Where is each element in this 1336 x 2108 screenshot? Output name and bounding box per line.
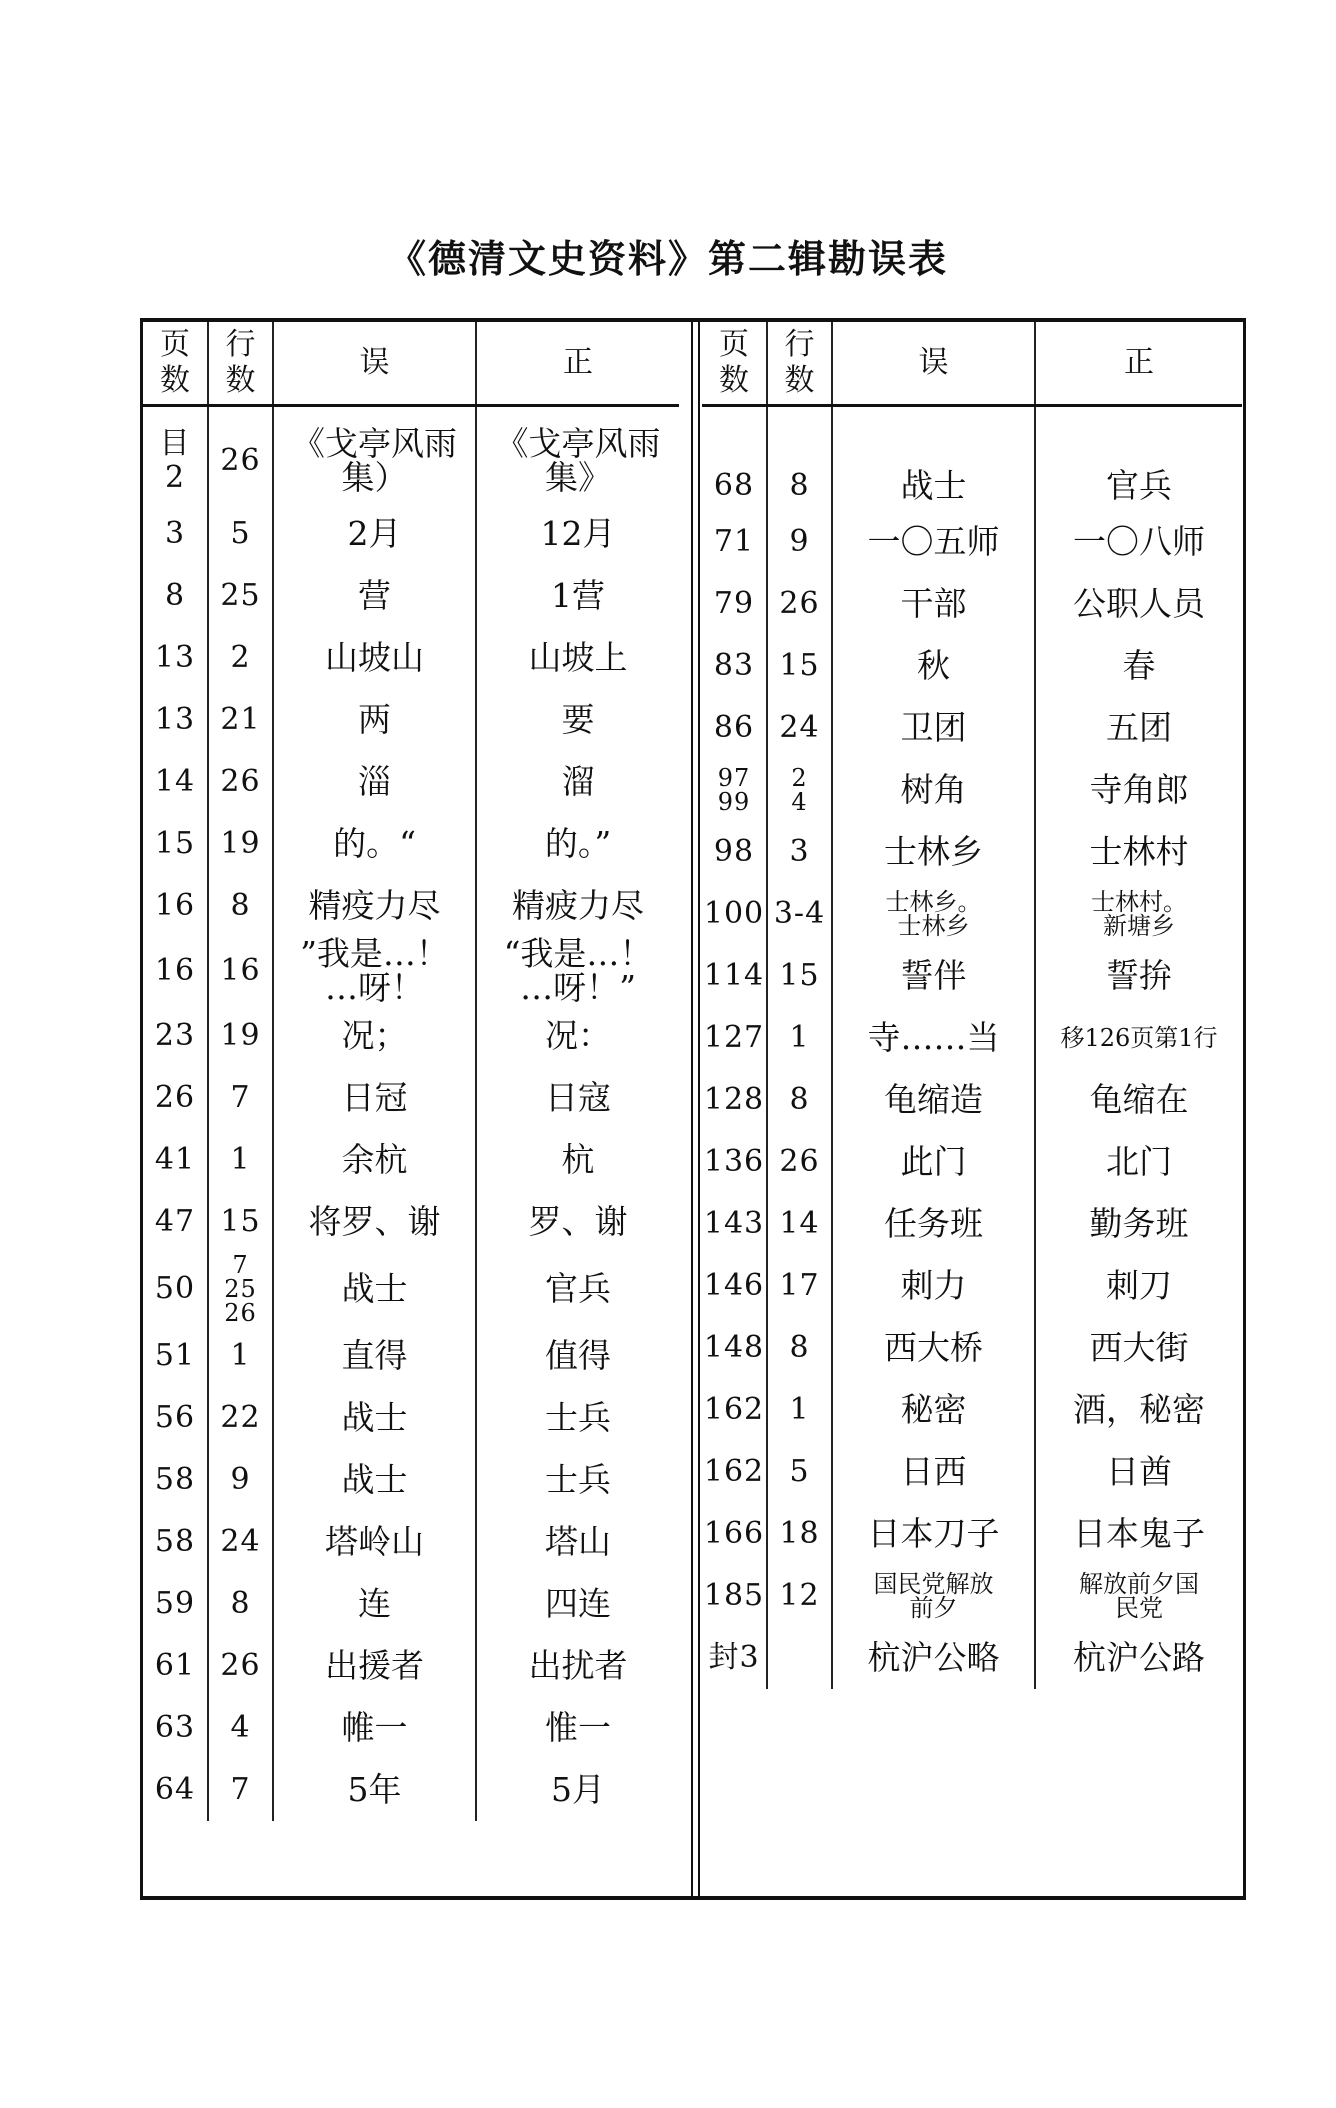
table-row — [702, 419, 1242, 511]
cell-page: 114 — [703, 958, 765, 993]
table-row — [702, 883, 1242, 945]
table-row — [702, 1441, 1242, 1503]
cell-page: 68 — [713, 468, 755, 503]
cell-line: 9 — [767, 511, 832, 573]
cell-wrong: 出援者 — [273, 1635, 476, 1697]
cell-line: 2 4 — [767, 759, 832, 821]
cell-line: 17 — [767, 1255, 832, 1317]
table-row — [143, 1253, 679, 1325]
cell-wrong: 誓伴 — [832, 945, 1035, 1007]
cell-wrong: 士林乡。 士林乡 — [832, 883, 1035, 945]
table-row — [143, 689, 679, 751]
cell-correct: 日本鬼子 — [1035, 1503, 1242, 1565]
cell-wrong: 两 — [273, 689, 476, 751]
header-wrong: 误 — [832, 322, 1035, 406]
cell-wrong: 淄 — [273, 751, 476, 813]
cell-line: 7 — [208, 1067, 273, 1129]
cell-correct: 惟一 — [476, 1697, 679, 1759]
cell-wrong: 日冠 — [273, 1067, 476, 1129]
cell-line: 8 — [208, 1573, 273, 1635]
cell-page: 47 — [154, 1204, 196, 1239]
cell-page: 86 — [713, 710, 755, 745]
cell-correct: 解放前夕国 民党 — [1035, 1565, 1242, 1627]
cell-page: 23 — [154, 1018, 196, 1053]
table-row — [143, 565, 679, 627]
cell-correct: 的。” — [476, 813, 679, 875]
cell-correct: 一〇八师 — [1035, 511, 1242, 573]
table-row — [702, 635, 1242, 697]
cell-line: 1 — [767, 1007, 832, 1069]
cell-line: 8 — [767, 1317, 832, 1379]
cell-correct: 山坡上 — [476, 627, 679, 689]
cell-line: 5 — [767, 1441, 832, 1503]
table-row — [143, 419, 679, 503]
table-row — [702, 1007, 1242, 1069]
table-row — [143, 1387, 679, 1449]
cell-page: 3 — [164, 516, 186, 551]
table-row — [702, 1503, 1242, 1565]
cell-line: 24 — [208, 1511, 273, 1573]
table-row — [143, 1005, 679, 1067]
cell-correct: 日寇 — [476, 1067, 679, 1129]
cell-page: 83 — [713, 648, 755, 683]
cell-correct: 士兵 — [476, 1449, 679, 1511]
page-title: 《德清文史资料》第二辑勘误表 — [387, 237, 948, 281]
errata-table — [140, 318, 1246, 1900]
cell-correct: 四连 — [476, 1573, 679, 1635]
cell-line: 2 — [208, 627, 273, 689]
header-page: 页 数 — [702, 322, 767, 406]
cell-wrong: 树角 — [832, 759, 1035, 821]
cell-correct: 5月 — [476, 1759, 679, 1821]
cell-correct: 誓拚 — [1035, 945, 1242, 1007]
table-row — [143, 1067, 679, 1129]
cell-wrong: 山坡山 — [273, 627, 476, 689]
cell-line: 8 — [208, 875, 273, 937]
cell-wrong: 《戈亭风雨 集） — [273, 419, 476, 503]
table-row — [702, 821, 1242, 883]
cell-page: 59 — [154, 1586, 196, 1621]
table-row — [702, 697, 1242, 759]
table-row — [143, 1697, 679, 1759]
cell-correct: 士兵 — [476, 1387, 679, 1449]
cell-line: 15 — [767, 635, 832, 697]
cell-wrong: 西大桥 — [832, 1317, 1035, 1379]
header-correct: 正 — [476, 322, 679, 406]
cell-line — [767, 1627, 832, 1689]
table-row — [702, 945, 1242, 1007]
cell-line: 1 — [208, 1129, 273, 1191]
cell-wrong: 日本刀子 — [832, 1503, 1035, 1565]
cell-correct: 杭 — [476, 1129, 679, 1191]
cell-page: 41 — [154, 1142, 196, 1177]
cell-wrong: 士林乡 — [832, 821, 1035, 883]
cell-page: 71 — [713, 524, 755, 559]
cell-correct: 罗、谢 — [476, 1191, 679, 1253]
cell-page: 100 — [703, 896, 765, 931]
cell-wrong: 塔岭山 — [273, 1511, 476, 1573]
cell-wrong: 战士 — [273, 1253, 476, 1325]
table-row — [143, 627, 679, 689]
cell-page: 128 — [703, 1082, 765, 1117]
cell-line: 7 — [208, 1759, 273, 1821]
cell-correct: 刺刀 — [1035, 1255, 1242, 1317]
cell-wrong: 战士 — [832, 419, 1035, 511]
table-row — [143, 503, 679, 565]
cell-line: 7 25 26 — [208, 1253, 273, 1325]
table-row — [702, 1627, 1242, 1689]
cell-page: 98 — [713, 834, 755, 869]
cell-page: 封3 — [708, 1640, 760, 1675]
cell-wrong: 帷一 — [273, 1697, 476, 1759]
cell-page: 16 — [154, 888, 196, 923]
cell-line: 21 — [208, 689, 273, 751]
cell-correct: 官兵 — [476, 1253, 679, 1325]
table-row — [143, 1511, 679, 1573]
cell-page: 64 — [154, 1772, 196, 1807]
cell-page: 13 — [154, 702, 196, 737]
cell-wrong: 战士 — [273, 1387, 476, 1449]
cell-page: 目 2 — [159, 426, 191, 495]
cell-line: 26 — [208, 419, 273, 503]
table-row — [702, 511, 1242, 573]
table-row — [143, 1191, 679, 1253]
cell-wrong: 刺力 — [832, 1255, 1035, 1317]
cell-page: 185 — [703, 1578, 765, 1613]
cell-correct: 日酋 — [1035, 1441, 1242, 1503]
cell-page: 58 — [154, 1462, 196, 1497]
table-row — [702, 1193, 1242, 1255]
cell-page: 15 — [154, 826, 196, 861]
cell-line: 12 — [767, 1565, 832, 1627]
errata-table-left — [143, 322, 679, 1821]
cell-correct: 要 — [476, 689, 679, 751]
table-row — [143, 751, 679, 813]
cell-wrong: 将罗、谢 — [273, 1191, 476, 1253]
table-row — [702, 1565, 1242, 1627]
cell-wrong: 任务班 — [832, 1193, 1035, 1255]
cell-correct: 士林村 — [1035, 821, 1242, 883]
header-row — [143, 322, 679, 406]
cell-line: 8 — [767, 419, 832, 511]
cell-page: 79 — [713, 586, 755, 621]
cell-line: 8 — [767, 1069, 832, 1131]
cell-correct: 1营 — [476, 565, 679, 627]
cell-wrong: 秘密 — [832, 1379, 1035, 1441]
cell-page: 56 — [154, 1400, 196, 1435]
header-line: 行 数 — [208, 322, 273, 406]
table-row — [143, 1759, 679, 1821]
cell-line: 26 — [767, 573, 832, 635]
header-wrong: 误 — [273, 322, 476, 406]
cell-wrong: 日西 — [832, 1441, 1035, 1503]
cell-page: 26 — [154, 1080, 196, 1115]
cell-correct: 溜 — [476, 751, 679, 813]
cell-page: 143 — [703, 1206, 765, 1241]
cell-correct: 出扰者 — [476, 1635, 679, 1697]
cell-correct: 精疲力尽 — [476, 875, 679, 937]
cell-line: 5 — [208, 503, 273, 565]
cell-wrong: 杭沪公略 — [832, 1627, 1035, 1689]
cell-page: 166 — [703, 1516, 765, 1551]
cell-line: 16 — [208, 937, 273, 1005]
cell-page: 13 — [154, 640, 196, 675]
cell-line: 22 — [208, 1387, 273, 1449]
cell-correct: 士林村。 新塘乡 — [1035, 883, 1242, 945]
table-row — [143, 813, 679, 875]
cell-correct: 况： — [476, 1005, 679, 1067]
cell-page: 146 — [703, 1268, 765, 1303]
table-row — [143, 875, 679, 937]
cell-wrong: 秋 — [832, 635, 1035, 697]
table-row — [702, 573, 1242, 635]
cell-correct: 移126页第1行 — [1035, 1007, 1242, 1069]
cell-page: 16 — [154, 953, 196, 988]
table-row — [143, 1573, 679, 1635]
table-row — [143, 1129, 679, 1191]
table-row — [702, 759, 1242, 821]
cell-correct: “我是…！ …呀！” — [476, 937, 679, 1005]
cell-line: 3 — [767, 821, 832, 883]
cell-correct: 塔山 — [476, 1511, 679, 1573]
cell-correct: 春 — [1035, 635, 1242, 697]
cell-line: 15 — [767, 945, 832, 1007]
cell-wrong: 龟缩造 — [832, 1069, 1035, 1131]
cell-line: 19 — [208, 1005, 273, 1067]
cell-line: 1 — [208, 1325, 273, 1387]
cell-line: 26 — [208, 1635, 273, 1697]
cell-line: 19 — [208, 813, 273, 875]
table-row — [702, 1379, 1242, 1441]
cell-wrong: 况； — [273, 1005, 476, 1067]
cell-page: 8 — [164, 578, 186, 613]
column-divider — [691, 322, 700, 1896]
cell-page: 63 — [154, 1710, 196, 1745]
cell-wrong: ”我是…！ …呀！ — [273, 937, 476, 1005]
cell-wrong: 余杭 — [273, 1129, 476, 1191]
cell-line: 15 — [208, 1191, 273, 1253]
errata-table-right — [702, 322, 1242, 1689]
table-row — [702, 1069, 1242, 1131]
cell-line: 4 — [208, 1697, 273, 1759]
table-row — [702, 1131, 1242, 1193]
header-page: 页 数 — [143, 322, 208, 406]
cell-correct: 五团 — [1035, 697, 1242, 759]
cell-page: 162 — [703, 1454, 765, 1489]
cell-page: 97 99 — [717, 764, 751, 816]
cell-wrong: 干部 — [832, 573, 1035, 635]
cell-wrong: 此门 — [832, 1131, 1035, 1193]
cell-page: 127 — [703, 1020, 765, 1055]
cell-page: 61 — [154, 1648, 196, 1683]
cell-wrong: 卫团 — [832, 697, 1035, 759]
cell-wrong: 直得 — [273, 1325, 476, 1387]
cell-line: 24 — [767, 697, 832, 759]
cell-correct: 勤务班 — [1035, 1193, 1242, 1255]
cell-correct: 值得 — [476, 1325, 679, 1387]
table-row — [143, 937, 679, 1005]
cell-line: 1 — [767, 1379, 832, 1441]
cell-wrong: 国民党解放 前夕 — [832, 1565, 1035, 1627]
cell-correct: 《戈亭风雨 集》 — [476, 419, 679, 503]
cell-wrong: 的。“ — [273, 813, 476, 875]
cell-line: 18 — [767, 1503, 832, 1565]
cell-correct: 酒，秘密 — [1035, 1379, 1242, 1441]
cell-wrong: 连 — [273, 1573, 476, 1635]
cell-line: 3-4 — [767, 883, 832, 945]
header-correct: 正 — [1035, 322, 1242, 406]
cell-correct: 龟缩在 — [1035, 1069, 1242, 1131]
cell-line: 26 — [208, 751, 273, 813]
cell-correct: 寺角郎 — [1035, 759, 1242, 821]
cell-line: 14 — [767, 1193, 832, 1255]
cell-page: 136 — [703, 1144, 765, 1179]
table-row — [702, 1317, 1242, 1379]
cell-page: 148 — [703, 1330, 765, 1365]
cell-line: 9 — [208, 1449, 273, 1511]
cell-correct: 官兵 — [1035, 419, 1242, 511]
cell-wrong: 2月 — [273, 503, 476, 565]
cell-correct: 公职人员 — [1035, 573, 1242, 635]
header-row — [702, 322, 1242, 406]
table-row — [143, 1635, 679, 1697]
cell-correct: 杭沪公路 — [1035, 1627, 1242, 1689]
table-row — [702, 1255, 1242, 1317]
table-row — [143, 1449, 679, 1511]
cell-wrong: 寺……当 — [832, 1007, 1035, 1069]
cell-wrong: 5年 — [273, 1759, 476, 1821]
header-line: 行 数 — [767, 322, 832, 406]
table-row — [143, 1325, 679, 1387]
cell-correct: 北门 — [1035, 1131, 1242, 1193]
cell-wrong: 营 — [273, 565, 476, 627]
cell-line: 26 — [767, 1131, 832, 1193]
cell-wrong: 战士 — [273, 1449, 476, 1511]
cell-page: 50 — [154, 1271, 196, 1306]
cell-page: 162 — [703, 1392, 765, 1427]
cell-correct: 12月 — [476, 503, 679, 565]
cell-line: 25 — [208, 565, 273, 627]
cell-page: 14 — [154, 764, 196, 799]
cell-correct: 西大街 — [1035, 1317, 1242, 1379]
cell-wrong: 一〇五师 — [832, 511, 1035, 573]
cell-page: 58 — [154, 1524, 196, 1559]
cell-wrong: 精疫力尽 — [273, 875, 476, 937]
cell-page: 51 — [154, 1338, 196, 1373]
